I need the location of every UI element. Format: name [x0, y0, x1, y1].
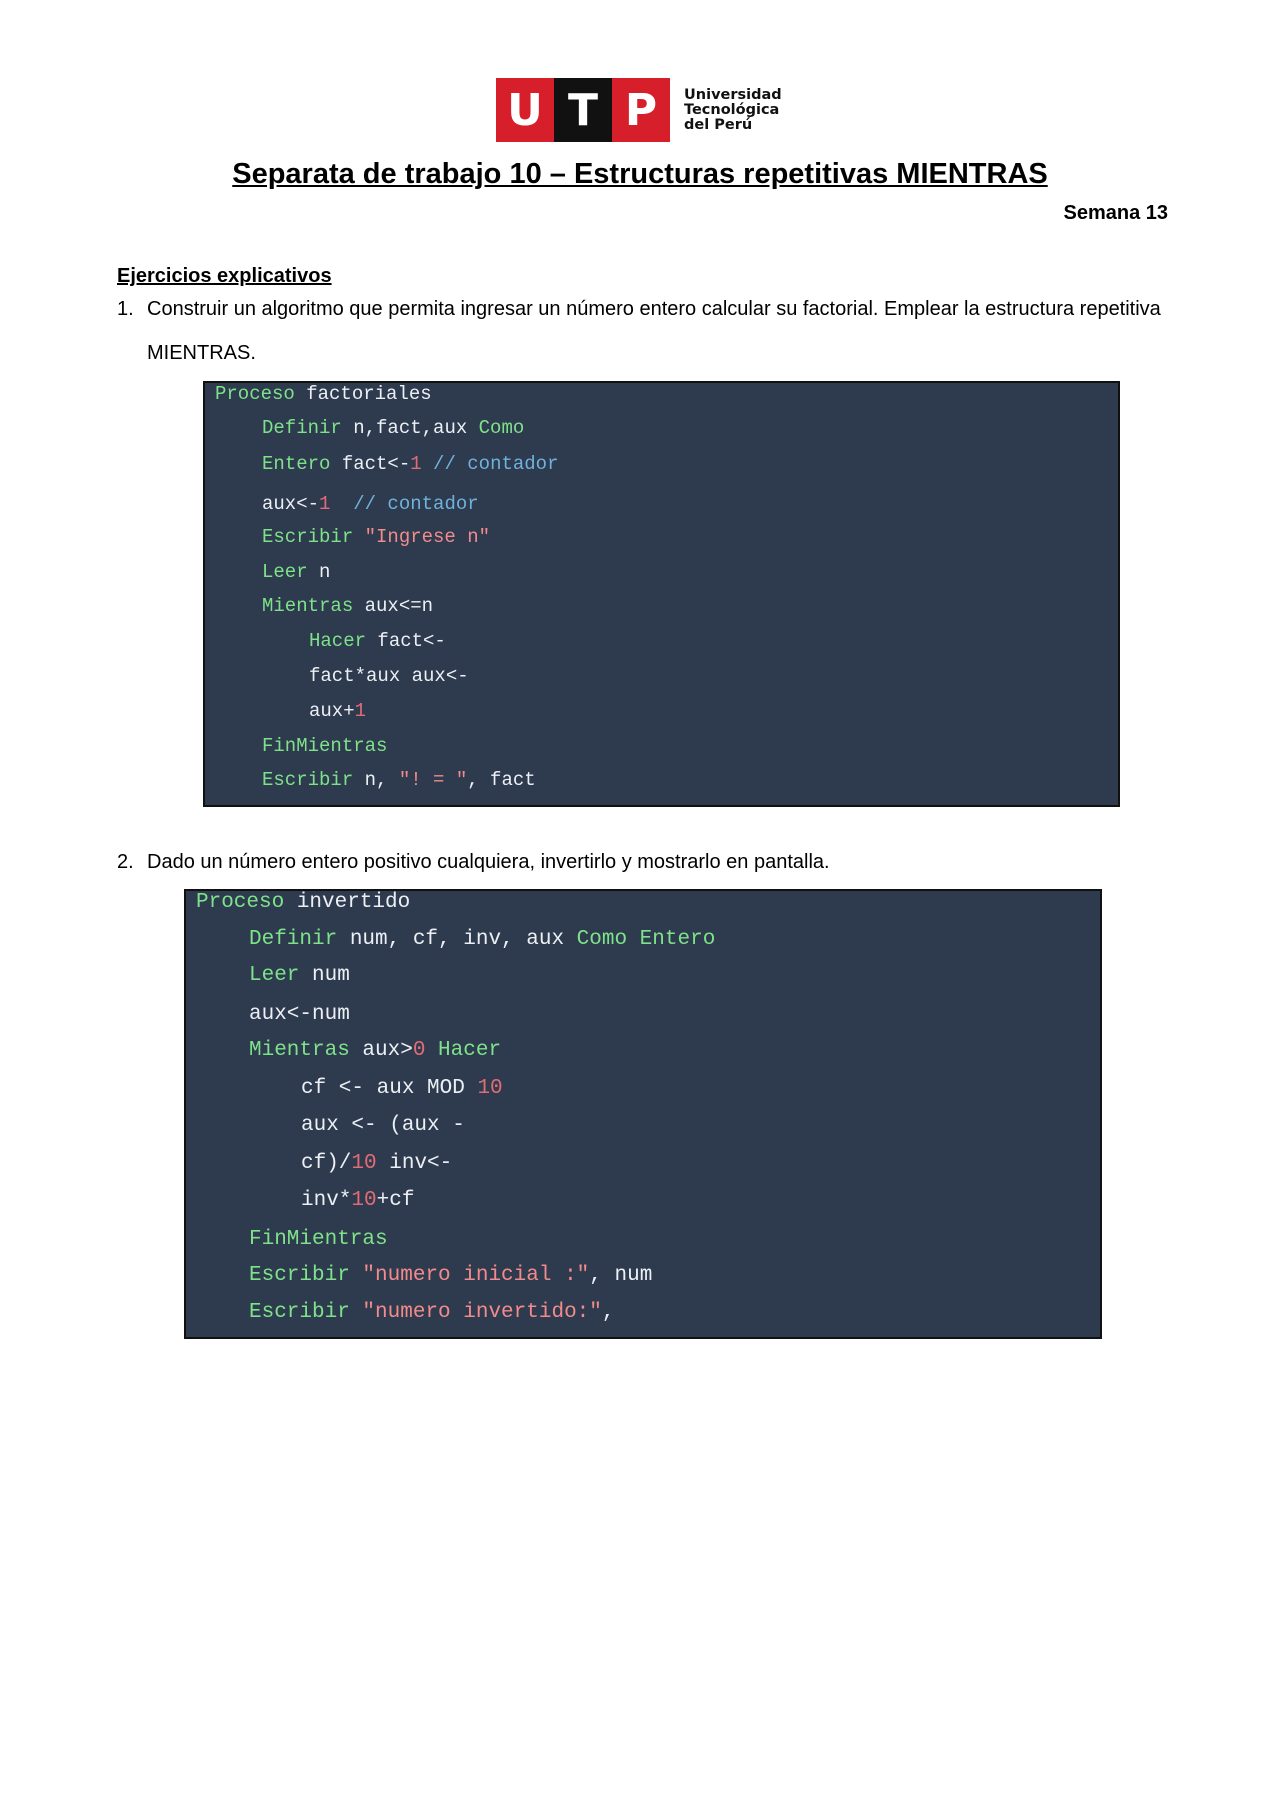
- code-line: [301, 1114, 465, 1137]
- code-token: 10: [477, 1077, 503, 1100]
- code-line: [249, 1264, 652, 1287]
- section-title: Ejercicios explicativos: [117, 265, 332, 287]
- code-token: aux<-: [262, 493, 320, 515]
- code-line: [249, 1301, 614, 1324]
- code-token: Proceso: [215, 383, 295, 405]
- code-line: [249, 1003, 350, 1026]
- code-line: [262, 453, 558, 475]
- exercise-1-number: 1.: [117, 298, 134, 320]
- code-token: 10: [351, 1152, 377, 1175]
- code-token: FinMientras: [249, 1228, 388, 1251]
- code-token: // contador: [421, 453, 559, 475]
- code-token: Proceso: [196, 891, 285, 914]
- code-token: fact*aux aux<-: [309, 665, 469, 687]
- code-line: [262, 595, 433, 617]
- code-token: Escribir: [249, 1264, 350, 1287]
- logo-text-line-2: Tecnológica: [684, 101, 780, 118]
- week-label: Semana 13: [1063, 202, 1168, 224]
- code-block-factoriales: [203, 381, 1120, 807]
- code-token: Mientras: [262, 595, 354, 617]
- code-token: num: [299, 964, 350, 987]
- code-token: inv<-: [376, 1152, 453, 1175]
- code-token: fact<-: [366, 630, 446, 652]
- code-token: factoriales: [294, 383, 432, 405]
- code-token: 10: [351, 1189, 377, 1212]
- code-token: n,fact,aux: [341, 417, 479, 439]
- code-token: Como Entero: [576, 928, 716, 951]
- code-token: aux>: [349, 1039, 413, 1062]
- code-token: inv*: [301, 1189, 352, 1212]
- code-token: n: [307, 561, 331, 583]
- code-token: Leer: [249, 964, 300, 987]
- code-token: Hacer: [309, 630, 367, 652]
- code-token: invertido: [284, 891, 411, 914]
- code-token: 1: [410, 453, 422, 475]
- code-token: aux<=n: [353, 595, 434, 617]
- code-token: Entero: [262, 453, 331, 475]
- code-token: , num: [589, 1264, 653, 1287]
- code-token: Escribir: [262, 526, 354, 548]
- logo-text-line-1: Universidad: [684, 86, 782, 103]
- code-line: [301, 1077, 503, 1100]
- code-token: 1: [354, 700, 367, 722]
- code-line: [262, 561, 330, 583]
- code-token: n,: [353, 769, 399, 791]
- code-line: [215, 383, 432, 405]
- code-token: cf)/: [301, 1152, 352, 1175]
- code-line: [249, 1039, 501, 1062]
- code-line: [249, 1228, 388, 1251]
- exercise-2: [117, 840, 1167, 884]
- exercise-1-text: Construir un algoritmo que permita ingresar un número entero calcular su factorial. Emplear la estructura repetitiva MIENTRAS.: [147, 298, 1161, 364]
- code-token: Mientras: [249, 1039, 350, 1062]
- logo-letter-p: P: [612, 78, 670, 142]
- code-block-invertido: [184, 889, 1102, 1339]
- logo-letters: [496, 78, 670, 142]
- code-token: fact<-: [330, 453, 411, 475]
- code-token: aux<-num: [249, 1003, 350, 1026]
- logo-text: [684, 88, 782, 133]
- code-token: Definir: [249, 928, 338, 951]
- code-token: Leer: [262, 561, 308, 583]
- exercise-2-text: Dado un número entero positivo cualquiera, invertirlo y mostrarlo en pantalla.: [147, 851, 830, 873]
- code-line: [262, 493, 479, 515]
- code-token: Escribir: [249, 1301, 350, 1324]
- code-line: [249, 964, 350, 987]
- code-token: Escribir: [262, 769, 354, 791]
- code-line: [262, 417, 524, 439]
- code-token: "numero invertido:": [349, 1301, 602, 1324]
- code-line: [309, 630, 446, 652]
- code-token: +cf: [376, 1189, 415, 1212]
- code-line: [309, 665, 469, 687]
- utp-logo: [496, 78, 782, 142]
- code-token: 0: [412, 1039, 426, 1062]
- code-line: [301, 1189, 414, 1212]
- code-token: // contador: [330, 493, 479, 515]
- code-token: 1: [319, 493, 331, 515]
- code-line: [196, 891, 410, 914]
- code-line: [309, 700, 366, 722]
- code-line: [262, 735, 387, 757]
- code-token: "numero inicial :": [349, 1264, 590, 1287]
- code-token: "Ingrese n": [353, 526, 491, 548]
- code-token: aux+: [309, 700, 355, 722]
- exercise-1: [117, 287, 1167, 375]
- code-token: Definir: [262, 417, 342, 439]
- code-line: [249, 928, 715, 951]
- code-token: cf <- aux MOD: [301, 1077, 478, 1100]
- code-token: Como: [478, 417, 525, 439]
- logo-letter-t: T: [554, 78, 612, 142]
- page-title: Separata de trabajo 10 – Estructuras repetitivas MIENTRAS: [232, 158, 1048, 190]
- logo-letter-u: U: [496, 78, 554, 142]
- code-line: [301, 1152, 452, 1175]
- exercise-2-number: 2.: [117, 851, 134, 873]
- code-token: Hacer: [425, 1039, 502, 1062]
- logo-text-line-3: del Perú: [684, 116, 753, 133]
- code-token: FinMientras: [262, 735, 388, 757]
- code-token: ,: [601, 1301, 615, 1324]
- code-token: aux <- (aux -: [301, 1114, 465, 1137]
- code-token: , fact: [467, 769, 536, 791]
- code-line: [262, 526, 490, 548]
- code-line: [262, 769, 536, 791]
- code-token: num, cf, inv, aux: [337, 928, 577, 951]
- code-token: "! = ": [398, 769, 468, 791]
